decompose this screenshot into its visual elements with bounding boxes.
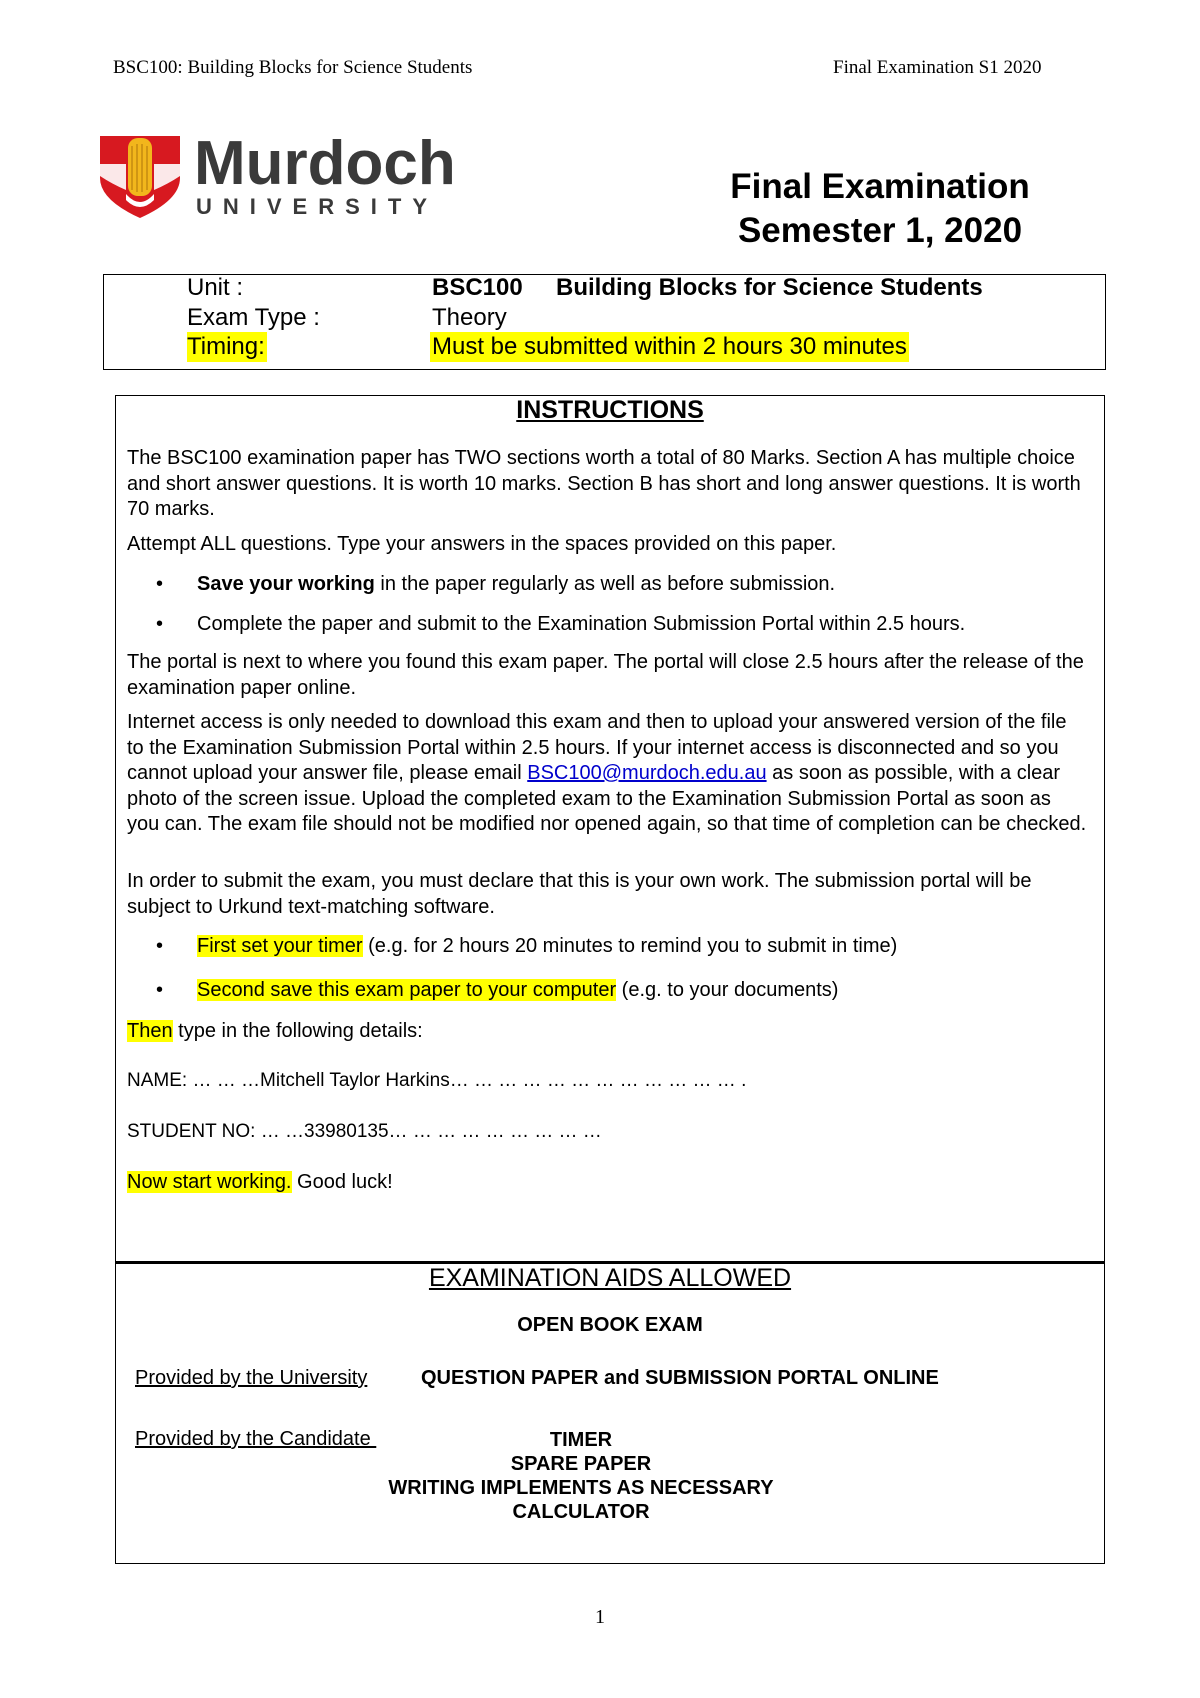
university-provided-value: QUESTION PAPER and SUBMISSION PORTAL ONLINE xyxy=(421,1367,939,1389)
internet-text-b: as soon as possible, with a clear photo of the screen issue. Upload the completed exam to the Examination Submission Portal as soon as you can. The exam file should not be modified nor opened again, so that time of completion can be checked. xyxy=(127,762,1087,835)
candidate-item: TIMER xyxy=(549,1429,613,1451)
instructions-paragraph-declare: In order to submit the exam, you must declare that this is your own work. The submission portal will be subject to Urkund text-matching software. xyxy=(127,870,1032,918)
instructions-paragraph-portal: The portal is next to where you found this exam paper. The portal will close 2.5 hours after the release of the examination paper online. xyxy=(127,651,1084,699)
student-number-label: STUDENT NO: … … xyxy=(127,1121,304,1142)
bullet-save-working xyxy=(197,572,835,597)
bullet-save-bold: Save your working xyxy=(197,573,375,595)
student-number-field[interactable] xyxy=(127,1119,1087,1145)
running-header-left: BSC100: Building Blocks for Science Students xyxy=(113,57,473,78)
bullet-icon: • xyxy=(156,979,164,1001)
candidate-item: SPARE PAPER xyxy=(510,1453,652,1475)
bullet-set-timer xyxy=(197,934,897,959)
bullet-save-paper xyxy=(197,978,838,1003)
bullet-save-rest: in the paper regularly as well as before submission. xyxy=(374,573,836,595)
bullet-complete-paper: Complete the paper and submit to the Examination Submission Portal within 2.5 hours. xyxy=(197,613,966,635)
bullet-icon: • xyxy=(156,573,164,595)
exam-title-line1: Final Examination xyxy=(730,167,1030,206)
logo-subtitle: UNIVERSITY xyxy=(196,194,439,219)
bullet-icon: • xyxy=(156,613,164,635)
exam-title xyxy=(640,165,1120,253)
name-field[interactable] xyxy=(127,1068,1087,1094)
exam-type-label: Exam Type : xyxy=(187,304,320,331)
instructions-then xyxy=(127,1019,1087,1045)
instructions-paragraph-sections: The BSC100 examination paper has TWO sections worth a total of 80 Marks. Section A has multiple choice and short answer questions. It is worth 10 marks. Section B has short and long answer questions. It is worth 70 marks. xyxy=(127,447,1081,520)
then-highlight: Then xyxy=(127,1020,173,1042)
instructions-box xyxy=(115,395,1105,1262)
student-number-dots: … … … … … … … … … xyxy=(388,1121,602,1142)
exam-title-line2: Semester 1, 2020 xyxy=(737,211,1023,250)
page-number: 1 xyxy=(595,1606,605,1628)
student-number-value: 33980135 xyxy=(304,1121,389,1142)
logo-wordmark: Murdoch xyxy=(194,130,456,198)
unit-info-table xyxy=(103,274,1106,370)
candidate-provided-list xyxy=(306,1428,856,1524)
unit-code: BSC100 xyxy=(432,274,523,301)
start-working xyxy=(127,1170,1087,1196)
university-provided-label: Provided by the University xyxy=(135,1367,368,1389)
candidate-provided-label: Provided by the Candidate xyxy=(135,1428,377,1450)
then-rest: type in the following details: xyxy=(172,1020,423,1042)
instructions-paragraph-internet xyxy=(127,710,1087,838)
timing-label: Timing: xyxy=(187,333,265,360)
murdoch-university-logo xyxy=(96,130,466,225)
save-paper-highlight: Second save this exam paper to your computer xyxy=(197,979,617,1001)
start-working-rest: Good luck! xyxy=(291,1171,393,1193)
name-dots: … … … … … … … … … … … … . xyxy=(449,1070,747,1091)
candidate-item: WRITING IMPLEMENTS AS NECESSARY xyxy=(388,1477,774,1499)
instructions-paragraph-attempt: Attempt ALL questions. Type your answers in the spaces provided on this paper. xyxy=(127,533,837,555)
name-label: NAME: … … … xyxy=(127,1070,261,1091)
bullet-icon: • xyxy=(156,935,164,957)
save-paper-rest: (e.g. to your documents) xyxy=(616,979,839,1001)
open-book-label: OPEN BOOK EXAM xyxy=(517,1314,703,1336)
murdoch-crest-icon xyxy=(96,130,466,220)
unit-label: Unit : xyxy=(187,274,244,301)
internet-text-a: Internet access is only needed to download this exam and then to upload your answered version of the file to the Examination Submission Portal within 2.5 hours. If your internet access is disconnected and so you cannot upload your answer file, please email xyxy=(127,711,1067,784)
instructions-heading: INSTRUCTIONS xyxy=(516,396,704,424)
unit-name: Building Blocks for Science Students xyxy=(556,274,983,301)
name-value: Mitchell Taylor Harkins xyxy=(260,1070,450,1091)
exam-type-value: Theory xyxy=(432,304,507,331)
running-header-right: Final Examination S1 2020 xyxy=(833,57,1042,78)
aids-heading: EXAMINATION AIDS ALLOWED xyxy=(428,1264,792,1292)
timing-value: Must be submitted within 2 hours 30 minutes xyxy=(432,333,907,360)
examination-aids-box xyxy=(115,1262,1105,1564)
set-timer-rest: (e.g. for 2 hours 20 minutes to remind you to submit in time) xyxy=(362,935,898,957)
set-timer-highlight: First set your timer xyxy=(197,935,363,957)
support-email-link[interactable]: BSC100@murdoch.edu.au xyxy=(527,762,767,784)
candidate-item: CALCULATOR xyxy=(512,1501,650,1523)
start-working-highlight: Now start working. xyxy=(127,1171,292,1193)
